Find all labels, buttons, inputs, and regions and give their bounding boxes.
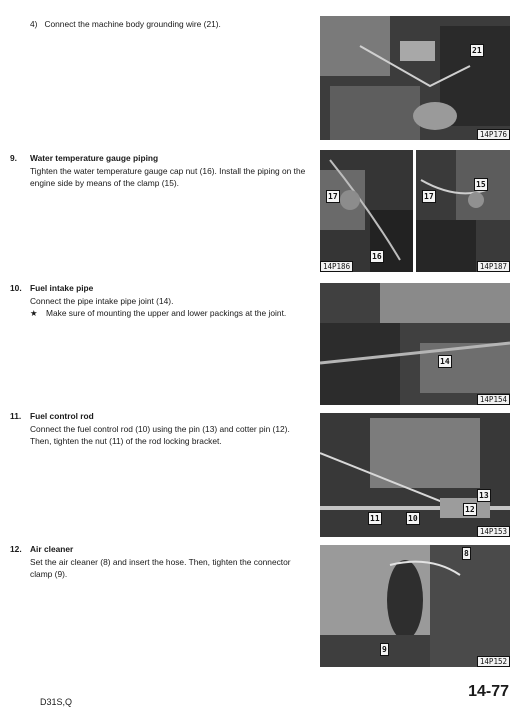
photo-fuel-intake-image xyxy=(320,283,510,405)
step-9-number: 9. xyxy=(10,153,17,163)
photo-grounding-wire xyxy=(320,16,510,140)
photo-code: 14P187 xyxy=(477,261,510,272)
callout-12: 12 xyxy=(465,505,475,514)
photo-water-gauge-right-image xyxy=(416,150,510,272)
step-12-number: 12. xyxy=(10,544,22,554)
step-9-text: Tighten the water temperature gauge cap nut (16). Install the piping on the engine side by means of the clamp (15). xyxy=(30,165,306,188)
photo-fuel-intake xyxy=(320,283,510,405)
photo-water-gauge-left-image xyxy=(320,150,413,272)
step-10-title-row xyxy=(10,282,306,295)
page-number: 14-77 xyxy=(468,683,509,700)
step-11-title-row xyxy=(10,410,306,423)
photo-code: 14P186 xyxy=(320,261,353,272)
photo-grounding-wire-image xyxy=(320,16,510,140)
photo-fuel-control-rod xyxy=(320,413,510,537)
callout-14: 14 xyxy=(440,357,450,366)
step-11-number: 11. xyxy=(10,411,22,421)
step-10 xyxy=(10,282,306,320)
callout-17: 17 xyxy=(328,192,338,201)
callout-8: 8 xyxy=(464,549,469,558)
callout-10: 10 xyxy=(408,514,418,523)
step-4-line xyxy=(10,18,306,31)
photo-code: 14P154 xyxy=(477,394,510,405)
step-11-title: Fuel control rod xyxy=(30,411,94,421)
step-10-title: Fuel intake pipe xyxy=(30,283,94,293)
step-11 xyxy=(10,410,306,448)
step-12-text: Set the air cleaner (8) and insert the hose. Then, tighten the connector clamp (9). xyxy=(30,556,291,579)
step-10-note-text: Make sure of mounting the upper and lower packings at the joint. xyxy=(46,308,287,318)
step-12-title: Air cleaner xyxy=(30,544,74,554)
photo-water-gauge-left xyxy=(320,150,413,272)
photo-code: 14P153 xyxy=(477,526,510,537)
step-4 xyxy=(10,18,306,31)
callout-21: 21 xyxy=(472,46,482,55)
footer-model: D31S,Q xyxy=(40,697,73,707)
photo-code: 14P176 xyxy=(477,129,510,140)
star-icon: ★ xyxy=(30,308,38,318)
step-4-text: Connect the machine body grounding wire (21). xyxy=(44,19,221,29)
step-11-text: Connect the fuel control rod (10) using the pin (13) and cotter pin (12). Then, tighten the nut (11) of the rod locking bracket. xyxy=(30,423,290,446)
photo-code: 14P152 xyxy=(477,656,510,667)
callout-15: 15 xyxy=(476,180,486,189)
step-9-title: Water temperature gauge piping xyxy=(30,153,159,163)
photo-air-cleaner xyxy=(320,545,510,667)
photo-air-cleaner-image xyxy=(320,545,510,667)
callout-13: 13 xyxy=(479,491,489,500)
step-10-number: 10. xyxy=(10,283,22,293)
step-4-number: 4) xyxy=(30,19,38,29)
step-9 xyxy=(10,152,306,190)
callout-16: 16 xyxy=(372,252,382,261)
callout-17: 17 xyxy=(424,192,434,201)
callout-9: 9 xyxy=(382,645,387,654)
step-12-title-row xyxy=(10,543,306,556)
step-12 xyxy=(10,543,306,581)
step-10-note xyxy=(10,307,306,320)
photo-water-gauge-right xyxy=(416,150,510,272)
step-10-text: Connect the pipe intake pipe joint (14). xyxy=(30,295,174,306)
callout-11: 11 xyxy=(370,514,380,523)
step-9-title-row xyxy=(10,152,306,165)
